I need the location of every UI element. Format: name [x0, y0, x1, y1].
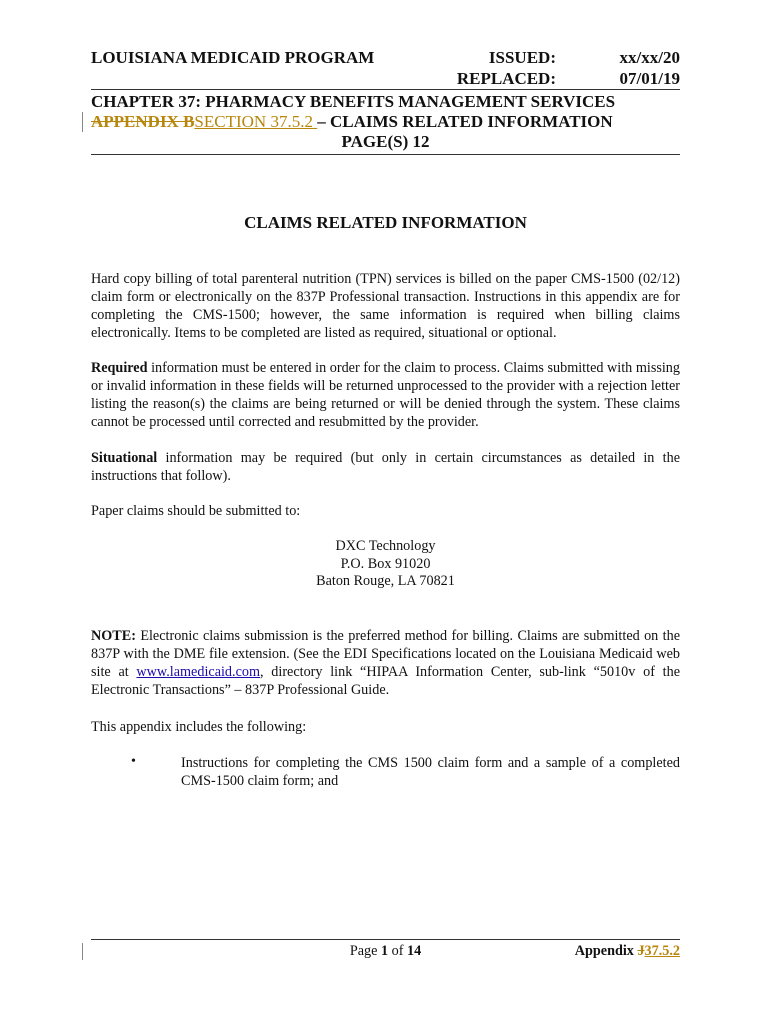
footer-appendix-label: Appendix	[574, 943, 638, 959]
header-row-issued	[91, 48, 680, 70]
footer-appendix	[575, 943, 680, 960]
program-name: LOUISIANA MEDICAID PROGRAM	[91, 48, 375, 67]
address-line-city: Baton Rouge, LA 70821	[316, 573, 455, 589]
situational-text: information may be required (but only in certain circumstances as detailed in the instructions that follow).	[91, 450, 680, 484]
change-bar-footer	[82, 943, 83, 960]
address-line-company: DXC Technology	[335, 538, 436, 554]
page-prefix: Page	[349, 943, 381, 959]
chapter-title: CHAPTER 37: PHARMACY BENEFITS MANAGEMENT SERVICES	[91, 92, 616, 111]
lamedicaid-link[interactable]: www.lamedicaid.com	[136, 664, 260, 680]
footer-rule	[91, 939, 680, 940]
header-row-replaced	[91, 69, 680, 91]
page-total: 14	[406, 943, 422, 959]
section-title	[91, 112, 613, 132]
note-term: NOTE:	[91, 628, 136, 644]
document-page	[91, 0, 680, 1024]
inserted-section-text: SECTION 37.5.2	[194, 112, 318, 131]
note-text-1: Electronic claims submission is the preferred method for billing. Claims are submitted on the 837P with the DME file extension. (See the EDI Specifications located on the Louisiana Medicaid web site at	[91, 628, 680, 680]
footer-inserted-text: 37.5.2	[644, 943, 680, 959]
intro-paragraph: Hard copy billing of total parenteral nutrition (TPN) services is billed on the paper CMS-1500 (02/12) claim form or electronically on the 837P Professional transaction. Instructions in this appendix are for completing the CMS-1500; however, the same information is required when billing claims electronically. Items to be completed are listed as required, situational or optional.	[91, 271, 680, 341]
header-rule-bottom	[91, 154, 680, 155]
header-rule-top	[91, 89, 680, 90]
change-bar-header	[82, 112, 83, 132]
page-current: 1	[380, 943, 389, 959]
paper-claims-line: Paper claims should be submitted to:	[91, 503, 301, 519]
includes-line: This appendix includes the following:	[91, 719, 307, 735]
situational-term: Situational	[91, 450, 158, 466]
required-term: Required	[91, 360, 148, 376]
footer-deleted-text: J	[637, 943, 645, 959]
document-title: CLAIMS RELATED INFORMATION	[244, 213, 527, 232]
replaced-label: REPLACED:	[456, 69, 556, 88]
note-text-2: , directory link “HIPAA Information Center, sub-link “5010v of the Electronic Transactions” – 837P Professional Guide.	[91, 664, 680, 698]
mailing-address	[91, 538, 680, 591]
issued-date: xx/xx/20	[619, 48, 680, 67]
address-line-pobox: P.O. Box 91020	[340, 555, 431, 572]
deleted-appendix-text: APPENDIX B	[91, 112, 195, 131]
required-paragraph	[91, 359, 680, 431]
section-title-rest: – CLAIMS RELATED INFORMATION	[317, 112, 613, 131]
replaced-date: 07/01/19	[619, 69, 680, 88]
page-of: of	[388, 943, 407, 959]
situational-paragraph	[91, 449, 680, 485]
issued-label: ISSUED:	[488, 48, 556, 67]
required-text: information must be entered in order for the claim to process. Claims submitted with missing or invalid information in these fields will be returned unprocessed to the provider with a rejection letter listing the reason(s) the claims are being returned or will be denied through the system. These claims cannot be processed until corrected and resubmitted by the provider.	[91, 360, 680, 430]
note-paragraph	[91, 627, 680, 699]
page-count: PAGE(S) 12	[341, 132, 430, 151]
bullet-icon: •	[131, 754, 136, 769]
bullet-item-1: Instructions for completing the CMS 1500 claim form and a sample of a completed CMS-1500 claim form; and	[181, 755, 680, 789]
